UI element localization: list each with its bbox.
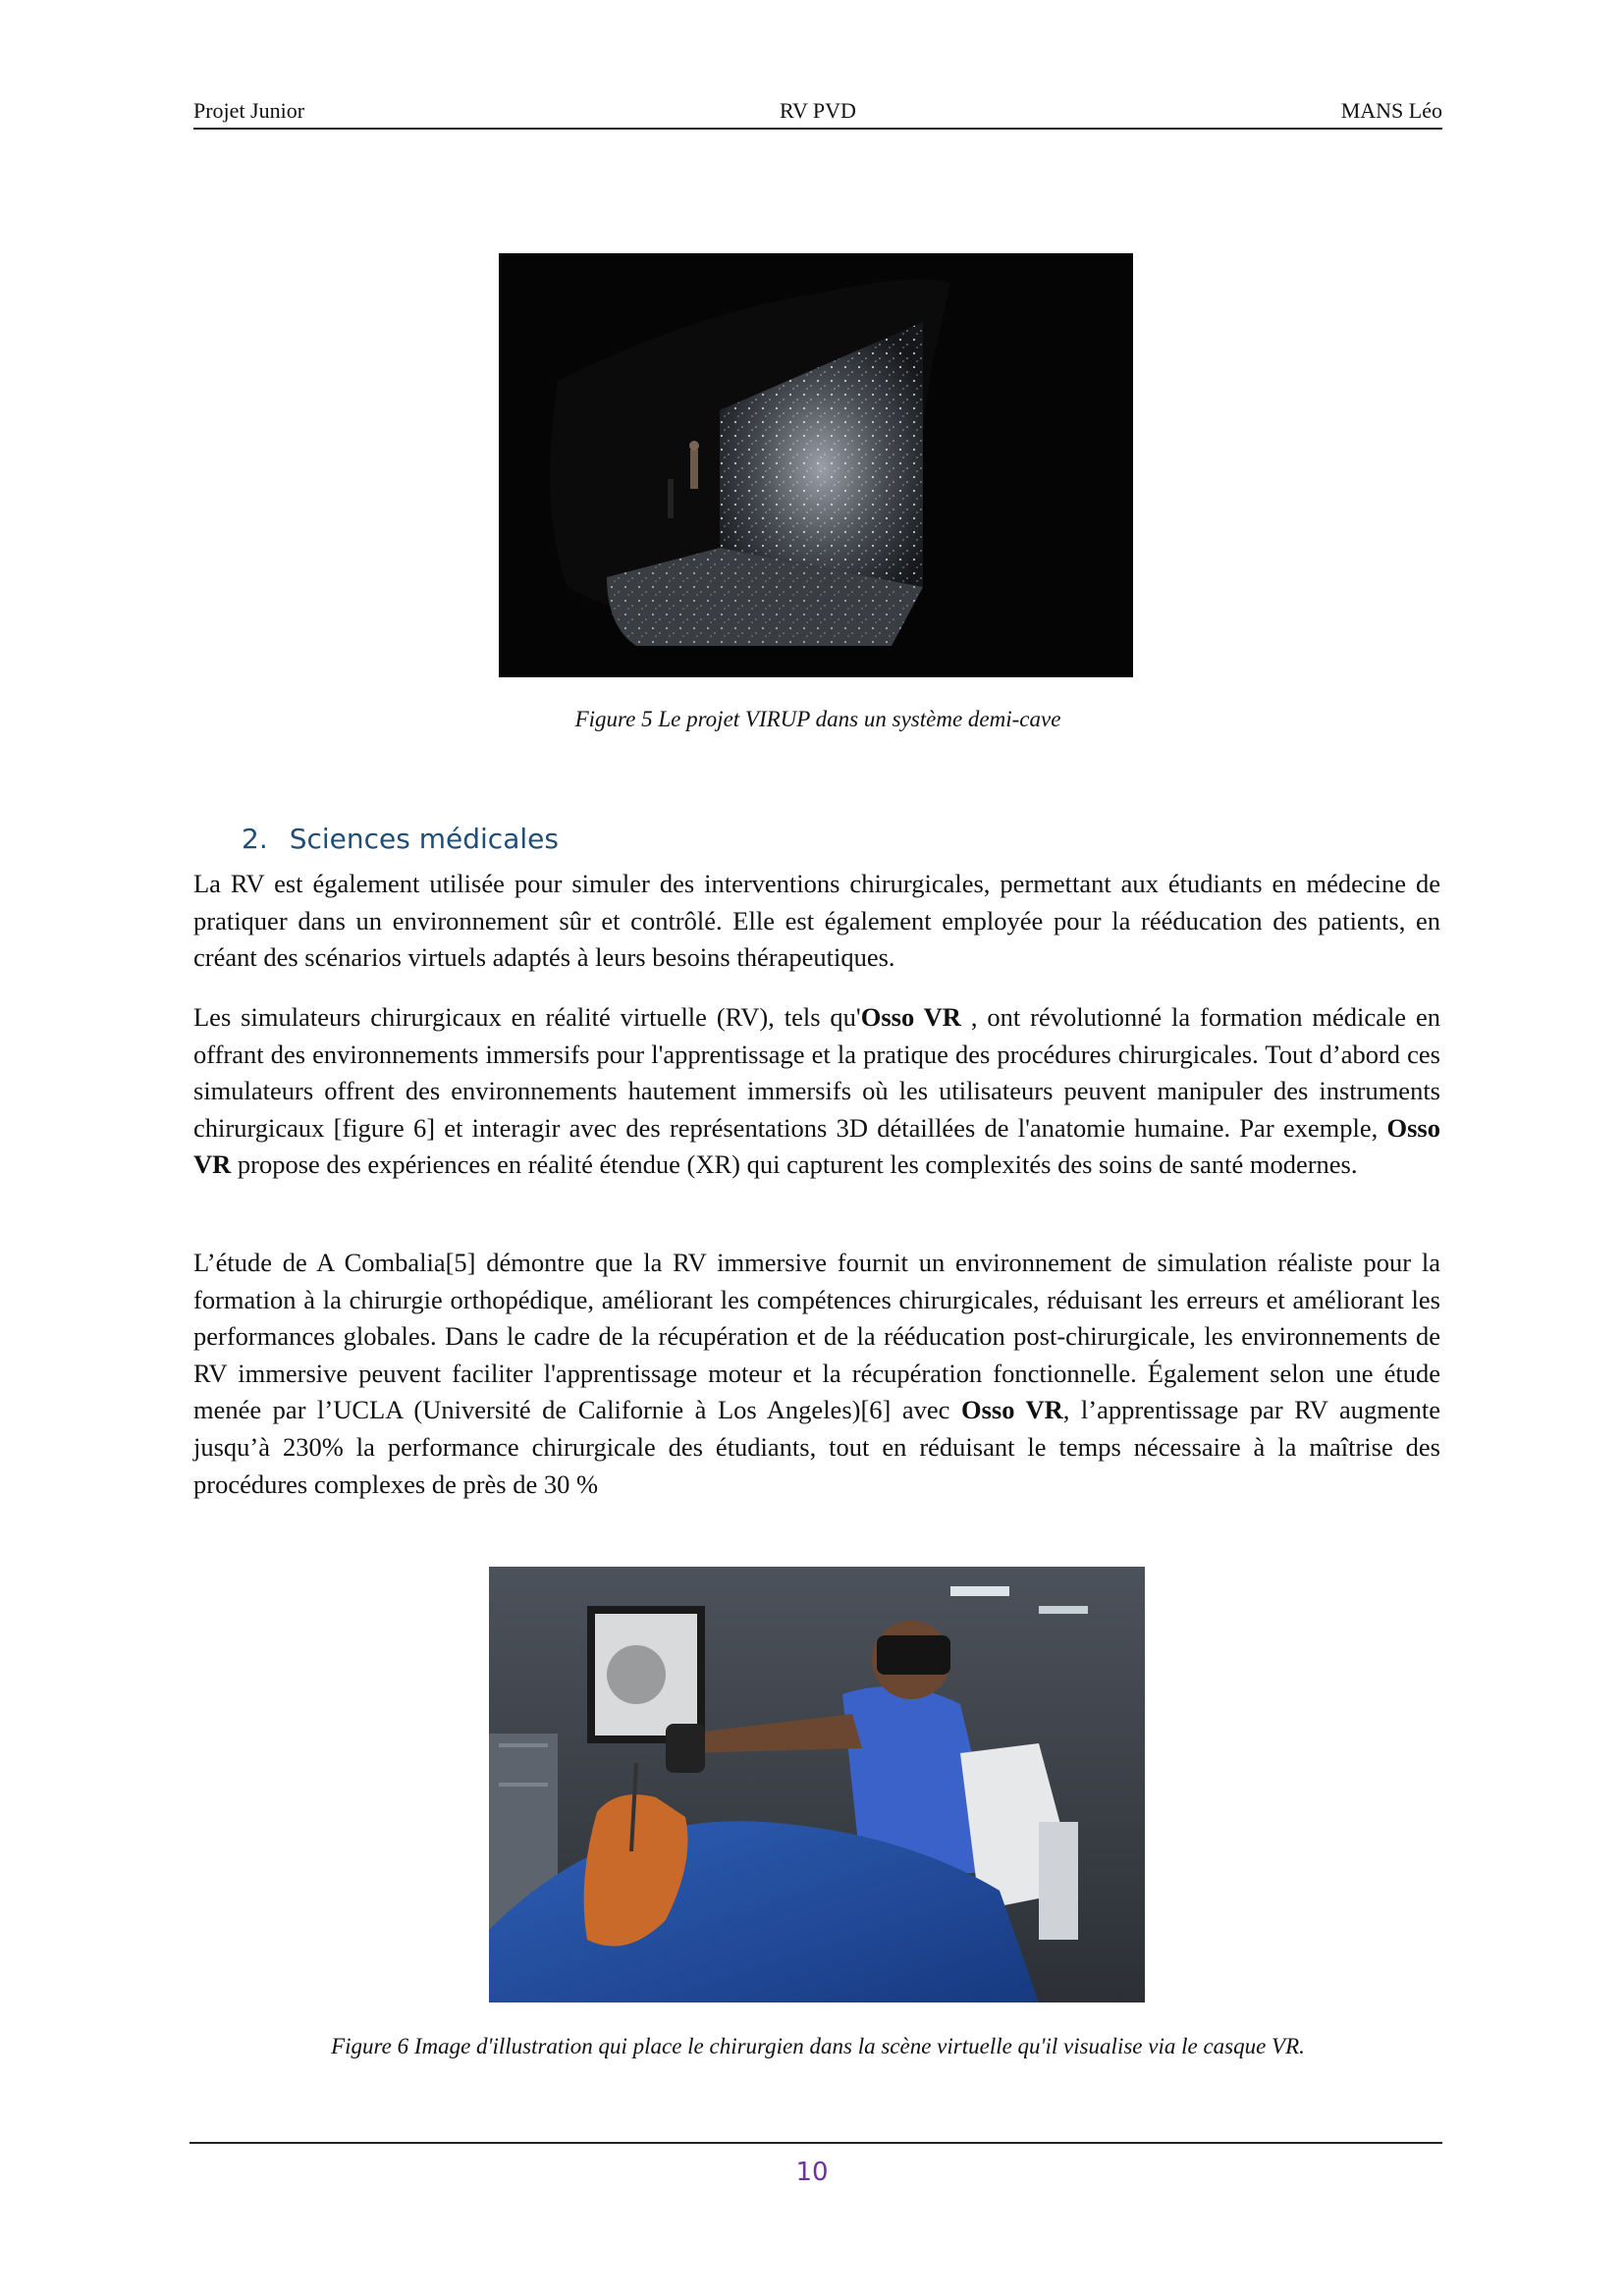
- figure-6-caption: Figure 6 Image d'illustration qui place le chirurgien dans la scène virtuelle qu'il visualise via le casque VR.: [331, 2034, 1305, 2058]
- paragraph-3-text-a: L’étude de A Combalia[5] démontre que la RV immersive fournit un environnement de simulation réaliste pour la formation à la chirurgie orthopédique, améliorant les compétences chirurgicales, réduisant les erreurs et améliorant les performances globales. Dans le cadre de la récupération et de la rééducation post-chirurgicale, les environnements de RV immersive peuvent faciliter l'apprentissage moteur et la récupération fonctionnelle. Également selon une étude menée par l’UCLA (Université de Californie à Los Angeles)[6] avec: [193, 1248, 1440, 1425]
- paragraph-2-text-b: , ont révolutionné la formation médicale en offrant des environnements immersifs pour l'apprentissage et la pratique des procédures chirurgicales. Tout d’abord ces simulateurs offrent des environnements hautement immersifs où les utilisateurs peuvent manipuler des instruments chirurgicaux [figure 6] et interagir avec des représentations 3D détaillées de l'anatomie humaine. Par exemple,: [193, 1002, 1440, 1143]
- osso-vr-term: Osso VR: [193, 1112, 1440, 1180]
- paragraph-2: [193, 999, 1440, 1184]
- paragraph-3: [193, 1245, 1440, 1503]
- page-number: 10: [795, 2158, 829, 2187]
- paragraph-3-text-b: , l’apprentissage par RV augmente jusqu’à 230% la performance chirurgicale des étudiants, tout en réduisant le temps nécessaire à la maîtrise des procédures complexes de près de 30 %: [193, 1395, 1440, 1499]
- section-number: 2.: [242, 823, 268, 855]
- paragraph-1-text: La RV est également utilisée pour simuler des interventions chirurgicales, permettant aux étudiants en médecine de pratiquer dans un environnement sûr et contrôlé. Elle est également employée pour la rééducation des patients, en créant des scénarios virtuels adaptés à leurs besoins thérapeutiques.: [193, 869, 1440, 973]
- osso-vr-term: Osso VR: [860, 1002, 961, 1032]
- figure-5-image: [499, 253, 1133, 677]
- figure-5-caption: Figure 5 Le projet VIRUP dans un système demi-cave: [574, 707, 1061, 731]
- paragraph-2-text-a: Les simulateurs chirurgicaux en réalité virtuelle (RV), tels qu': [193, 1002, 861, 1032]
- paragraph-1: [193, 866, 1440, 977]
- paragraph-2-text-c: propose des expériences en réalité étendue (XR) qui capturent les complexités des soins de santé modernes.: [231, 1149, 1358, 1180]
- header-title: RV PVD: [780, 98, 856, 123]
- figure-6-image: [489, 1567, 1145, 2002]
- header-author: MANS Léo: [1340, 98, 1442, 123]
- osso-vr-term: Osso VR: [960, 1395, 1063, 1425]
- footer-rule: [189, 2142, 1442, 2144]
- section-title: Sciences médicales: [289, 823, 559, 855]
- header-project: Projet Junior: [193, 98, 305, 123]
- page-header: [193, 98, 1442, 130]
- section-heading: [242, 823, 559, 855]
